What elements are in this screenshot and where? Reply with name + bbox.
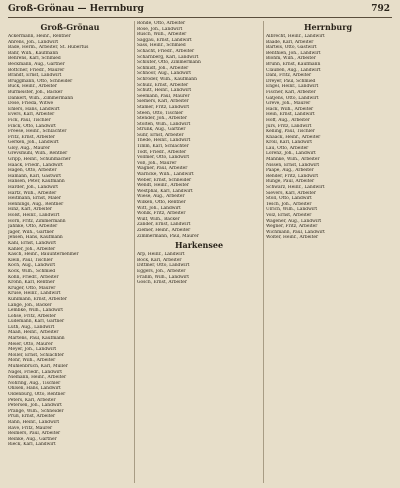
directory-entry: Schwarz, Heinr., Landwirt — [266, 185, 325, 191]
directory-entry: Bruhn, Ernst, Kaufmann — [266, 61, 321, 67]
directory-entry: Tesch, Joh., Arbeiter — [266, 201, 312, 207]
directory-entry: Hansen, Peter, Kaufmann — [8, 179, 65, 185]
directory-entry: Stolten, Wilh., Landwirt — [137, 121, 191, 127]
directory-entry: Mahnke, Wilh., Arbeiter — [266, 157, 320, 163]
directory-entry: Wagner, Paul, Arbeiter — [137, 166, 188, 172]
directory-entry: Gosch, Ernst, Arbeiter — [137, 280, 187, 286]
page-header — [8, 4, 392, 18]
directory-entry: Bade, Herm., Arbeiter, St. Hubertus — [8, 45, 89, 51]
directory-entry: Knaack, Heinr., Arbeiter — [266, 134, 321, 140]
directory-entry: Wulf, Wilh., Bäcker — [137, 216, 180, 222]
section-heading: Groß-Grönau — [40, 22, 100, 32]
directory-entry: Mohr, Wilh., Arbeiter — [8, 358, 56, 364]
directory-entry: Nöhring, Aug., Tischler — [8, 380, 61, 386]
section-heading: Herrnburg — [303, 22, 353, 32]
directory-entry: Kahl, Ernst, Landwirt — [8, 240, 57, 246]
directory-entry: Stamer, Fritz, Landwirt — [137, 104, 190, 110]
directory-entry: Ahrens, Joh., Landwirt — [8, 39, 59, 45]
directory-entry: Seemann, Paul, Maurer — [137, 93, 190, 99]
directory-entry: Ehlers, Hans, Landwirt — [8, 106, 60, 112]
directory-entry: Claußen, Aug., Landwirt — [266, 67, 321, 73]
directory-entry: Schmidt, Joh., Arbeiter — [137, 65, 189, 71]
directory-entry: Maaß, Heinr., Arbeiter — [8, 330, 59, 336]
directory-entry: Timm, Karl, Schlachter — [137, 144, 189, 150]
directory-entry: Ohlsen, Hans, Landwirt — [8, 386, 61, 392]
directory-entry: Lorenz, Joh., Landwirt — [266, 151, 316, 157]
directory-entry: Wendt, Heinr., Arbeiter — [137, 183, 189, 189]
directory-entry: Rose, Joh., Landwirt — [137, 26, 183, 32]
directory-entry: Brüggmann, Otto, Schneider — [8, 78, 73, 84]
directory-entry: Kruse, Heinr., Landwirt — [8, 291, 61, 297]
directory-entry: Gloy, Aug., Maurer — [8, 145, 50, 151]
directory-entry: Meier, Otto, Maurer — [8, 341, 53, 347]
directory-entry: Harder, Joh., Landwirt — [8, 185, 58, 191]
directory-entry: Dankert, Wilh., Zimmermann — [8, 95, 74, 101]
directory-entry: Kock, Wilh., Schmied — [8, 268, 56, 274]
directory-entry: Stender, Joh., Arbeiter — [137, 116, 187, 122]
directory-entry: Beckmann, Aug., Gärtner — [8, 61, 65, 67]
directory-entry: Krohn, Karl, Rentner — [8, 280, 55, 286]
directory-entry: Rave, Fritz, Maurer — [8, 425, 53, 431]
directory-entry: Horn, Fritz, Zimmermann — [8, 218, 66, 224]
directory-entry: Völz, Ernst, Arbeiter — [266, 213, 312, 218]
directory-entry: Nissen, Ernst, Landwirt — [266, 162, 320, 168]
directory-entry: Gätjens, Otto, Landwirt — [266, 95, 319, 101]
directory-entry: Möller, Ernst, Schlachter — [8, 352, 64, 358]
directory-entry: Böttcher, Friedr., Maurer — [8, 67, 65, 73]
directory-entry: Blohm, Wilh., Arbeiter — [266, 56, 316, 62]
running-head: Groß-Grönau — Herrnburg — [8, 4, 144, 14]
column-1 — [8, 21, 132, 483]
directory-entry: Witt, Joh., Landwirt — [137, 205, 181, 211]
directory-entry: Schnoor, Aug., Landwirt — [137, 71, 192, 77]
directory-entry: Jäger, Wilh., Gärtner — [8, 229, 54, 235]
directory-entry: Lange, Joh., Bäcker — [8, 302, 52, 308]
entry-list — [137, 21, 261, 239]
directory-entry: Rohde, Otto, Arbeiter — [137, 21, 186, 26]
directory-entry: Saggau, Ernst, Landwirt — [137, 37, 192, 43]
directory-entry: Vollmer, Otto, Landwirt — [137, 155, 190, 161]
directory-entry: Nagel, Friedr., Landwirt — [8, 369, 63, 375]
directory-entry: Oldenburg, Otto, Rentner — [8, 392, 66, 397]
directory-entry: Dose, Frieda, Witwe — [8, 101, 54, 107]
directory-entry: Hagen, Otto, Arbeiter — [8, 168, 57, 174]
directory-entry: Schütt, Heinr., Landwirt — [137, 88, 192, 94]
directory-entry: Steen, Otto, Tischler — [137, 110, 184, 116]
directory-entry: Weber, Ernst, Schneider — [137, 177, 192, 183]
directory-entry: Lohse, Fritz, Arbeiter — [8, 313, 56, 319]
directory-entry: Klein, Paul, Tischler — [8, 257, 53, 263]
directory-entry: Tödt, Friedr., Arbeiter — [137, 149, 187, 155]
directory-entry: Wegner, Fritz, Arbeiter — [266, 224, 318, 230]
directory-entry: Eggers, Joh., Arbeiter — [137, 268, 186, 274]
directory-entry: Dittmer, Otto, Landwirt — [137, 263, 190, 269]
directory-entry: Wagener, Aug., Landwirt — [266, 218, 322, 224]
directory-entry: Siemers, Karl, Arbeiter — [137, 99, 189, 105]
directory-entry: Westphal, Karl, Landwirt — [137, 188, 193, 194]
directory-entry: Hein, Ernst, Landwirt — [266, 112, 315, 118]
directory-entry: Heitmann, Ernst, Maler — [8, 196, 61, 202]
directory-entry: Peters, Karl, Arbeiter — [8, 397, 56, 403]
directory-entry: Rieck, Karl, Landwirt — [8, 442, 56, 448]
column-2 — [137, 21, 261, 483]
directory-entry: Voß, Joh., Maurer — [137, 160, 177, 166]
section-heading: Harkensee — [174, 240, 224, 251]
directory-entry: Meyer, Joh., Landwirt — [8, 347, 57, 353]
header-rule — [8, 17, 392, 18]
directory-entry: Wöhlk, Fritz, Arbeiter — [137, 211, 186, 217]
page-number: 792 — [371, 4, 390, 14]
directory-entry: Haack, Friedr., Landwirt — [8, 162, 63, 168]
directory-entry: Paape, Aug., Arbeiter — [266, 168, 314, 174]
directory-entry: Schulz, Ernst, Arbeiter — [137, 82, 189, 88]
directory-entry: Martens, Paul, Kaufmann — [8, 336, 65, 342]
directory-entry: Grevsmühl, Wilh., Rentner — [8, 151, 68, 157]
directory-entry: Behrens, Karl, Schmied — [8, 56, 61, 62]
directory-entry: Hamann, Karl, Gastwirt — [8, 173, 62, 179]
directory-entry: Runge, Paul, Arbeiter — [266, 179, 315, 185]
directory-entry: Wilken, Otto, Rentner — [137, 200, 186, 205]
directory-entry: Lüth, Aug., Landwirt — [8, 324, 55, 330]
directory-entry: Lembke, Wilh., Landwirt — [8, 308, 63, 314]
directory-entry: Hack, Wilh., Arbeiter — [266, 106, 314, 112]
entry-list — [137, 252, 261, 286]
directory-entry: Evers, Karl, Arbeiter — [8, 112, 55, 118]
directory-entry: Jensen, Hans, Kaufmann — [8, 235, 63, 241]
directory-entry: Prange, Wilh., Schneider — [8, 408, 64, 414]
directory-entry: Schacht, Friedr., Arbeiter — [137, 48, 195, 54]
directory-entry: Kasch, Heinr., Bauunternehmer — [8, 252, 79, 258]
directory-entry: Ulrich, Wilh., Landwirt — [266, 207, 318, 213]
directory-entry: Hennings, Aug., Rentner — [8, 201, 64, 207]
directory-entry: Hartz, Wilh., Arbeiter — [8, 190, 57, 196]
directory-entry: Albrecht, Heinr., Landwirt — [266, 34, 325, 39]
directory-entry: Fischer, Karl, Arbeiter — [266, 89, 316, 95]
directory-entry: Krüger, Otto, Maurer — [8, 285, 56, 291]
directory-entry: Warncke, Wilh., Landwirt — [137, 172, 194, 178]
directory-entry: Gripp, Heinr., Schuhmacher — [8, 157, 71, 163]
directory-entry: Kroll, Karl, Landwirt — [266, 140, 313, 146]
directory-entry: Lau, Otto, Arbeiter — [266, 145, 309, 151]
directory-entry: Engel, Heinr., Landwirt — [266, 84, 319, 90]
directory-entry: Scharnberg, Karl, Landwirt — [137, 54, 199, 60]
directory-entry: Schlüter, Otto, Zimmermann — [137, 60, 201, 66]
directory-entry: Jürs, Fritz, Landwirt — [266, 123, 312, 129]
directory-entry: Zander, Ernst, Landwirt — [137, 222, 191, 228]
directory-entry: Koch, Aug., Landwirt — [8, 263, 56, 269]
directory-entry: Brandt, Ernst, Landwirt — [8, 73, 62, 79]
directory-entry: Bock, Karl, Arbeiter — [137, 257, 182, 263]
directory-entry: Wiese, Aug., Arbeiter — [137, 194, 185, 200]
directory-entry: Reimers, Paul, Arbeiter — [8, 431, 61, 437]
directory-entry: Baade, Karl, Arbeiter — [266, 39, 314, 45]
directory-entry: Zimmermann, Paul, Maurer — [137, 233, 199, 239]
entry-list — [266, 34, 390, 241]
directory-entry: Wolter, Heinr., Arbeiter — [266, 235, 319, 241]
directory-entry: Niemann, Heinr., Arbeiter — [8, 375, 67, 381]
directory-entry: Hinz, Karl, Arbeiter — [8, 207, 52, 213]
directory-entry: Petersen, Joh., Landwirt — [8, 403, 62, 409]
directory-entry: Kuhlmann, Ernst, Arbeiter — [8, 296, 67, 302]
column-divider — [263, 21, 264, 483]
directory-entry: Lüdemann, Karl, Gärtner — [8, 319, 65, 325]
directory-entry: Ziemer, Heinr., Arbeiter — [137, 227, 191, 233]
directory-entry: Frahm, Wilh., Landwirt — [137, 274, 190, 280]
directory-entry: Freese, Heinr., Schlachter — [8, 129, 67, 135]
directory-entry: Jahnke, Otto, Arbeiter — [8, 224, 58, 230]
directory-entry: Holst, Heinr., Landwirt — [8, 213, 60, 218]
directory-entry: Gerken, Joh., Landwirt — [8, 140, 59, 146]
directory-entry: Kähler, Joh., Arbeiter — [8, 246, 56, 252]
directory-entry: Kelling, Paul, Tischler — [266, 129, 315, 135]
directory-entry: Sievers, Karl, Arbeiter — [266, 190, 316, 196]
directory-entry: Schröder, Wilh., Kaufmann — [137, 76, 197, 82]
directory-entry: Fritz, Ernst, Arbeiter — [8, 134, 55, 140]
directory-entry: Sass, Heinr., Schmied — [137, 43, 186, 49]
directory-entry: Finck, Otto, Landwirt — [8, 123, 56, 129]
directory-entry: Prüß, Ernst, Arbeiter — [8, 414, 56, 420]
column-3 — [266, 21, 390, 483]
directory-entry: Köhn, Friedr., Arbeiter — [8, 274, 59, 280]
directory-entry: Ackermann, Heinr., Rentner — [8, 34, 71, 39]
directory-entry: Strunk, Aug., Gärtner — [137, 127, 186, 133]
directory-entry: Greve, Joh., Maurer — [266, 101, 311, 107]
directory-entry: Rahn, Heinr., Landwirt — [8, 419, 60, 425]
directory-entry: Stoll, Otto, Landwirt — [266, 196, 312, 202]
directory-entry: Burmeister, Joh., Bäcker — [8, 89, 63, 95]
directory-entry: Bartels, Otto, Gastwirt — [266, 45, 317, 51]
directory-entry: Buck, Heinr., Arbeiter — [8, 84, 57, 90]
directory-entry: Hoff, Aug., Arbeiter — [266, 117, 310, 123]
directory-entry: Dreyer, Paul, Schmied — [266, 78, 316, 84]
directory-entry: Benthien, Joh., Landwirt — [266, 50, 321, 56]
directory-entry: Fick, Paul, Tischler — [8, 117, 51, 123]
directory-entry: Suhr, Ernst, Arbeiter — [137, 132, 184, 138]
directory-entry: Bahr, Wilh., Kaufmann — [8, 50, 59, 56]
directory-entry: Wichmann, Paul, Landwirt — [266, 229, 325, 235]
directory-entry: Arp, Heinr., Landwirt — [137, 252, 185, 258]
directory-entry: Reinke, Aug., Gärtner — [8, 436, 57, 442]
directory-entry: Thede, Heinr., Landwirt — [137, 138, 191, 144]
column-divider — [134, 21, 135, 483]
directory-entry: Rehder, Fritz, Landwirt — [266, 173, 319, 179]
directory-entry: Dahl, Fritz, Arbeiter — [266, 73, 312, 79]
entry-list — [8, 34, 132, 448]
directory-entry: Rüsch, Wilh., Arbeiter — [137, 32, 187, 38]
directory-entry: Mühlenbruch, Karl, Müller — [8, 364, 68, 370]
